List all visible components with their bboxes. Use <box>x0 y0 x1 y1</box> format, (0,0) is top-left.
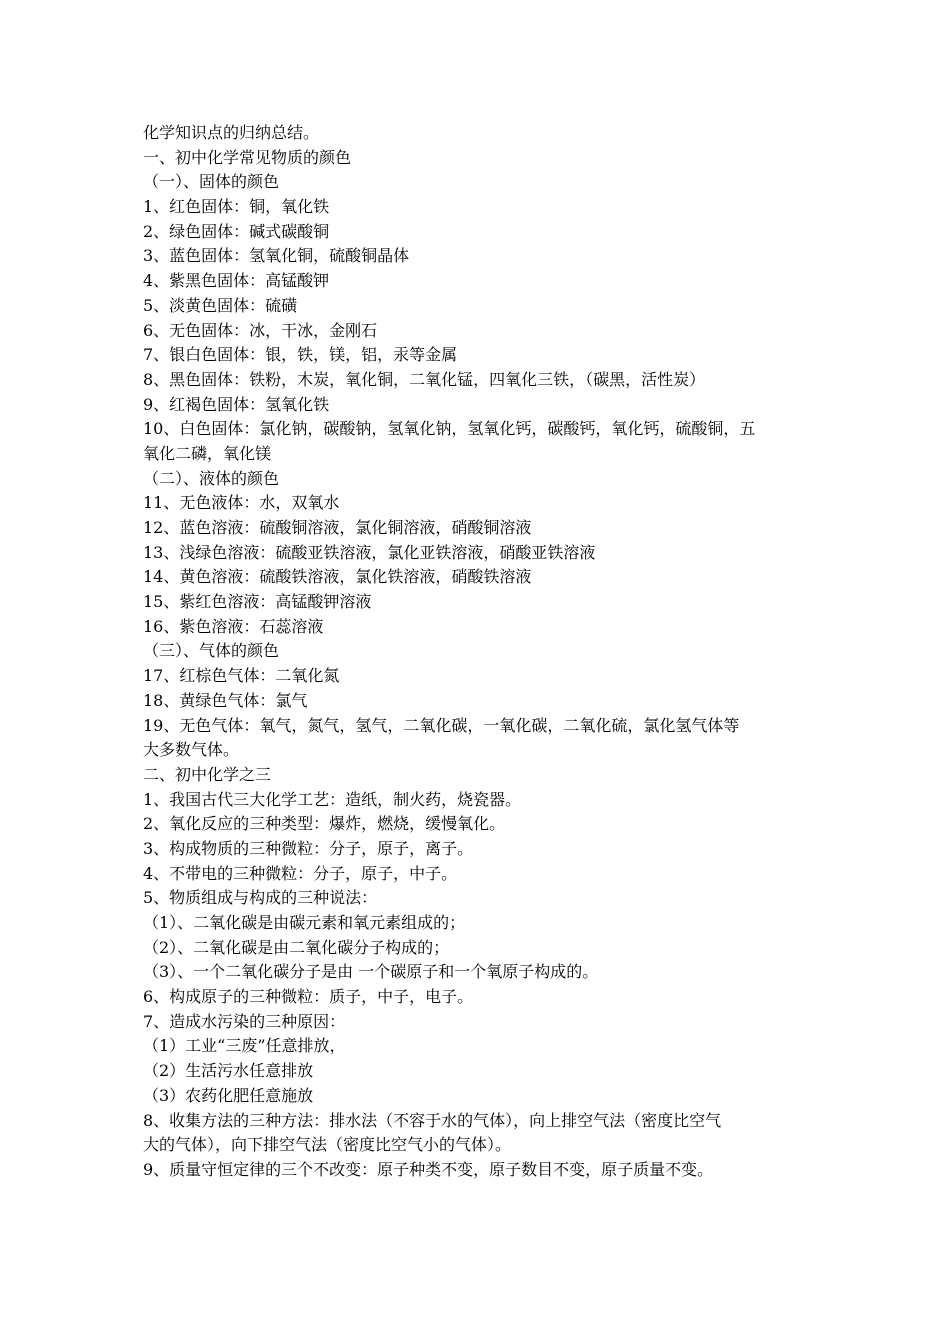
text-line: 8、黑色固体：铁粉，木炭，氧化铜，二氧化锰，四氧化三铁，（碳黑，活性炭） <box>143 369 706 389</box>
text-line: （2）生活污水任意排放 <box>143 1061 314 1081</box>
text-line: 11、无色液体：水，双氧水 <box>143 493 340 513</box>
document-title: 化学知识点的归纳总结。 <box>143 123 320 142</box>
text-line: （2）、二氧化碳是由二氧化碳分子构成的； <box>143 937 450 957</box>
text-line: 9、质量守恒定律的三个不改变：原子种类不变，原子数目不变，原子质量不变。 <box>143 1159 714 1179</box>
section-heading: 二、初中化学之三 <box>143 764 272 784</box>
text-line: 6、构成原子的三种微粒：质子，中子，电子。 <box>143 987 474 1007</box>
section-heading: 一、初中化学常见物质的颜色 <box>143 147 352 167</box>
text-line: （3）、一个二氧化碳分子是由 一个碳原子和一个氧原子构成的。 <box>143 962 599 982</box>
text-line: 19、无色气体：氧气，氮气，氢气，二氧化碳，一氧化碳，二氧化硫，氯化氢气体等 <box>143 715 740 735</box>
text-line: 17、红棕色气体：二氧化氮 <box>143 666 340 686</box>
text-line: 4、不带电的三种微粒：分子，原子，中子。 <box>143 863 458 883</box>
document-body <box>143 121 815 1183</box>
text-line: 15、紫红色溶液：高锰酸钾溶液 <box>143 592 372 612</box>
text-line: 6、无色固体：冰，干冰，金刚石 <box>143 320 378 340</box>
text-line: 7、造成水污染的三种原因： <box>143 1011 346 1031</box>
text-line: 3、蓝色固体：氢氧化铜，硫酸铜晶体 <box>143 246 410 266</box>
text-line: 12、蓝色溶液：硫酸铜溶液，氯化铜溶液，硝酸铜溶液 <box>143 518 532 537</box>
text-line: 8、收集方法的三种方法：排水法（不容于水的气体），向上排空气法（密度比空气 <box>143 1110 722 1130</box>
text-line: 3、构成物质的三种微粒：分子，原子，离子。 <box>143 838 474 858</box>
text-line: 9、红褐色固体：氢氧化铁 <box>143 394 330 414</box>
text-line: 4、紫黑色固体：高锰酸钾 <box>143 271 330 291</box>
text-line: 1、我国古代三大化学工艺：造纸，制火药，烧瓷器。 <box>143 789 522 809</box>
text-line: 氧化二磷，氧化镁 <box>143 443 272 463</box>
text-line: 14、黄色溶液：硫酸铁溶液，氯化铁溶液，硝酸铁溶液 <box>143 567 532 587</box>
text-line: 13、浅绿色溶液：硫酸亚铁溶液，氯化亚铁溶液，硝酸亚铁溶液 <box>143 542 596 562</box>
text-line: 2、绿色固体：碱式碳酸铜 <box>143 221 330 241</box>
text-line: 大多数气体。 <box>143 740 240 760</box>
text-line: 5、淡黄色固体：硫磺 <box>143 295 298 315</box>
subsection-heading: （二）、液体的颜色 <box>143 468 280 488</box>
text-line: 7、银白色固体：银，铁，镁，铝，汞等金属 <box>143 345 458 365</box>
text-line: 10、白色固体：氯化钠，碳酸钠，氢氧化钠，氢氧化钙，碳酸钙，氧化钙，硫酸铜，五 <box>143 419 756 439</box>
text-line: 2、氧化反应的三种类型：爆炸，燃烧，缓慢氧化。 <box>143 814 506 834</box>
text-line: （1）工业“三废”任意排放， <box>143 1036 346 1056</box>
text-line: 大的气体），向下排空气法（密度比空气小的气体）。 <box>143 1135 512 1155</box>
text-line: 1、红色固体：铜，氧化铁 <box>143 197 330 217</box>
text-line: （3）农药化肥任意施放 <box>143 1085 314 1105</box>
subsection-heading: （一）、固体的颜色 <box>143 172 280 192</box>
text-line: 16、紫色溶液：石蕊溶液 <box>143 616 324 636</box>
subsection-heading: （三）、气体的颜色 <box>143 641 280 661</box>
text-line: （1）、二氧化碳是由碳元素和氧元素组成的； <box>143 913 466 932</box>
text-line: 18、黄绿色气体：氯气 <box>143 690 308 710</box>
text-line: 5、物质组成与构成的三种说法： <box>143 888 378 908</box>
